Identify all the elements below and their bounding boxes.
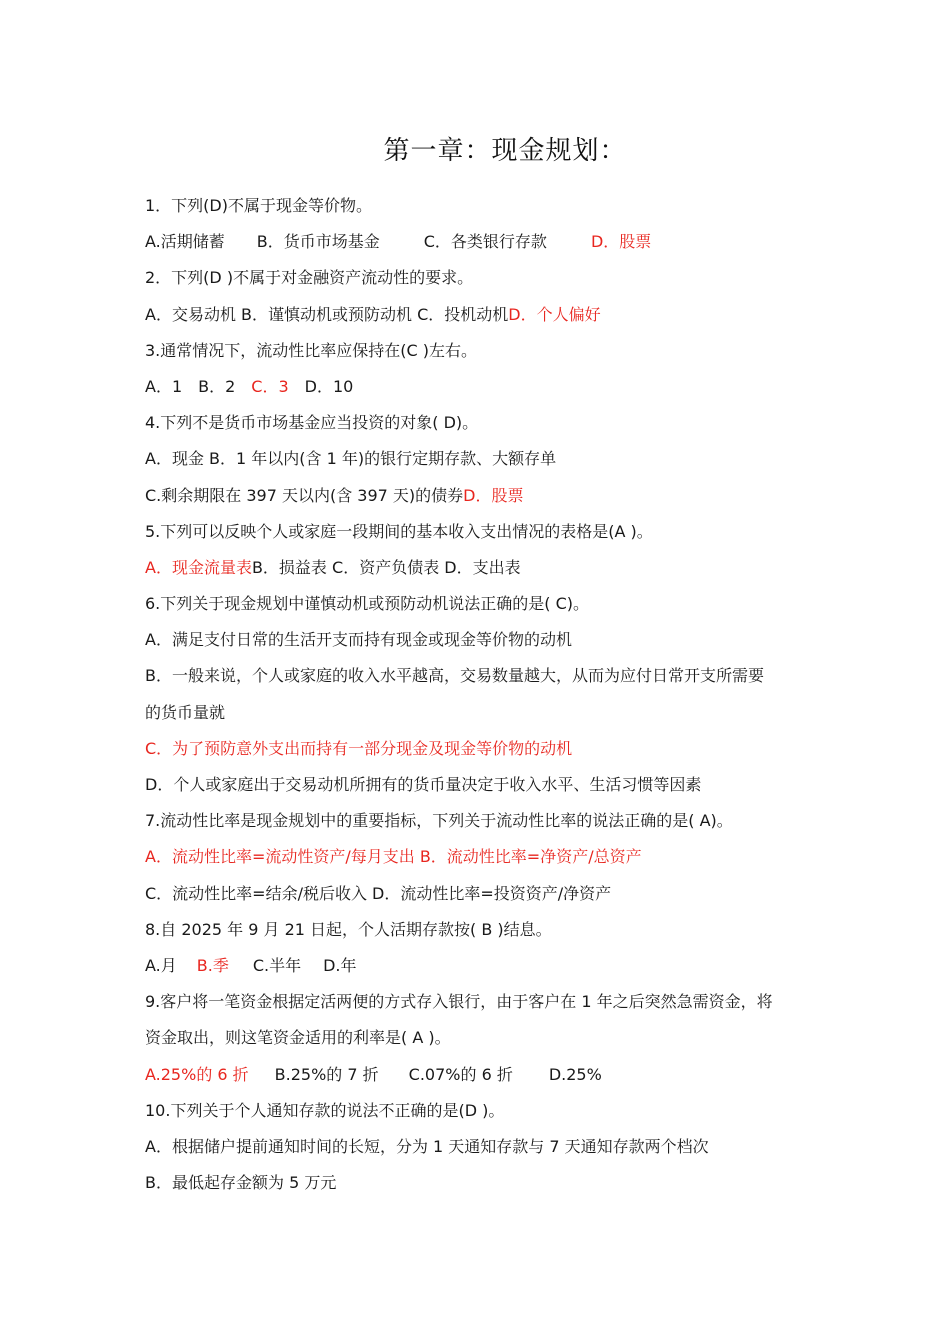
text-segment: 4.下列不是货币市场基金应当投资的对象( D)。 bbox=[145, 413, 479, 433]
text-segment: A．1 B．2 bbox=[145, 376, 252, 396]
text-line bbox=[145, 948, 810, 984]
text-line bbox=[145, 188, 810, 224]
text-segment: D.25% bbox=[548, 1064, 602, 1084]
answer-highlight: D．个人偏好 bbox=[508, 304, 601, 324]
text-line bbox=[145, 297, 810, 333]
text-line bbox=[145, 333, 810, 369]
text-line bbox=[145, 984, 810, 1020]
answer-highlight: D．股票 bbox=[590, 232, 652, 252]
text-line bbox=[145, 1057, 810, 1093]
chapter-title: 第一章：现金规划： bbox=[383, 136, 627, 166]
text-segment: 8.自 2025 年 9 月 21 日起，个人活期存款按( B )结息。 bbox=[145, 919, 552, 939]
text-segment: A．交易动机 B．谨慎动机或预防动机 C．投机动机 bbox=[145, 304, 509, 324]
answer-highlight: A．流动性比率=流动性资产/每月支出 B．流动性比率=净资产/总资产 bbox=[145, 847, 642, 867]
text-line bbox=[145, 369, 810, 405]
text-segment: B．损益表 C．资产负债表 D．支出表 bbox=[251, 557, 521, 577]
text-segment: 7.流动性比率是现金规划中的重要指标，下列关于流动性比率的说法正确的是( A)。 bbox=[145, 811, 733, 831]
text-segment: B．货币市场基金 bbox=[256, 232, 380, 252]
text-line bbox=[145, 514, 810, 550]
text-line bbox=[145, 876, 810, 912]
text-segment: A.活期储蓄 bbox=[145, 232, 225, 252]
text-line bbox=[145, 731, 810, 767]
text-line bbox=[145, 586, 810, 622]
text-line bbox=[145, 1129, 810, 1165]
text-segment: C．各类银行存款 bbox=[423, 232, 547, 252]
answer-highlight: A．现金流量表 bbox=[145, 557, 252, 577]
text-line bbox=[145, 622, 810, 658]
text-line bbox=[145, 550, 810, 586]
text-segment: 资金取出，则这笔资金适用的利率是( A )。 bbox=[145, 1028, 451, 1048]
text-segment: C.07%的 6 折 bbox=[408, 1064, 513, 1084]
question-list bbox=[145, 188, 810, 1201]
answer-highlight: C．3 bbox=[251, 376, 289, 396]
text-segment: B.25%的 7 折 bbox=[274, 1064, 379, 1084]
text-segment: C.半年 bbox=[252, 955, 302, 975]
text-line bbox=[145, 1165, 810, 1201]
text-segment: B．最低起存金额为 5 万元 bbox=[145, 1173, 337, 1193]
text-segment: 6.下列关于现金规划中谨慎动机或预防动机说法正确的是( C)。 bbox=[145, 594, 590, 614]
text-segment: 的货币量就 bbox=[145, 702, 226, 722]
text-segment: A．根据储户提前通知时间的长短，分为 1 天通知存款与 7 天通知存款两个档次 bbox=[145, 1136, 709, 1156]
answer-highlight: A.25%的 6 折 bbox=[145, 1064, 249, 1084]
text-line bbox=[145, 658, 810, 694]
text-line bbox=[145, 1020, 810, 1056]
text-segment: 1．下列(D)不属于现金等价物。 bbox=[145, 196, 372, 215]
text-line bbox=[145, 839, 810, 875]
text-line bbox=[145, 695, 810, 731]
text-segment: A．现金 B．1 年以内(含 1 年)的银行定期存款、大额存单 bbox=[145, 449, 557, 469]
text-segment: A．满足支付日常的生活开支而持有现金或现金等价物的动机 bbox=[145, 630, 572, 650]
text-line bbox=[145, 405, 810, 441]
text-segment: C.剩余期限在 397 天以内(含 397 天)的债券 bbox=[145, 485, 464, 505]
text-segment: 3.通常情况下，流动性比率应保持在(C )左右。 bbox=[145, 340, 478, 360]
text-line bbox=[145, 441, 810, 477]
text-segment: D．10 bbox=[288, 376, 354, 396]
text-segment: B．一般来说，个人或家庭的收入水平越高，交易数量越大，从而为应付日常开支所需要 bbox=[145, 666, 764, 686]
text-segment: 10.下列关于个人通知存款的说法不正确的是(D )。 bbox=[145, 1100, 505, 1120]
text-line bbox=[145, 224, 810, 260]
text-line bbox=[145, 478, 810, 514]
answer-highlight: B.季 bbox=[196, 955, 229, 975]
text-segment: D．个人或家庭出于交易动机所拥有的货币量决定于收入水平、生活习惯等因素 bbox=[145, 775, 702, 794]
text-segment: 9.客户将一笔资金根据定活两便的方式存入银行，由于客户在 1 年之后突然急需资金，将 bbox=[145, 992, 773, 1012]
text-segment: A.月 bbox=[145, 955, 177, 975]
answer-highlight: D．股票 bbox=[463, 485, 524, 505]
text-segment: 5.下列可以反映个人或家庭一段期间的基本收入支出情况的表格是(A )。 bbox=[145, 521, 653, 541]
answer-highlight: C．为了预防意外支出而持有一部分现金及现金等价物的动机 bbox=[145, 738, 573, 758]
text-line bbox=[145, 260, 810, 296]
text-line bbox=[145, 1093, 810, 1129]
text-line bbox=[145, 767, 810, 803]
text-segment: 2．下列(D )不属于对金融资产流动性的要求。 bbox=[145, 268, 474, 288]
text-line bbox=[145, 803, 810, 839]
text-segment: C．流动性比率=结余/税后收入 D．流动性比率=投资资产/净资产 bbox=[145, 883, 612, 903]
text-segment: D.年 bbox=[323, 955, 357, 975]
text-line bbox=[145, 912, 810, 948]
